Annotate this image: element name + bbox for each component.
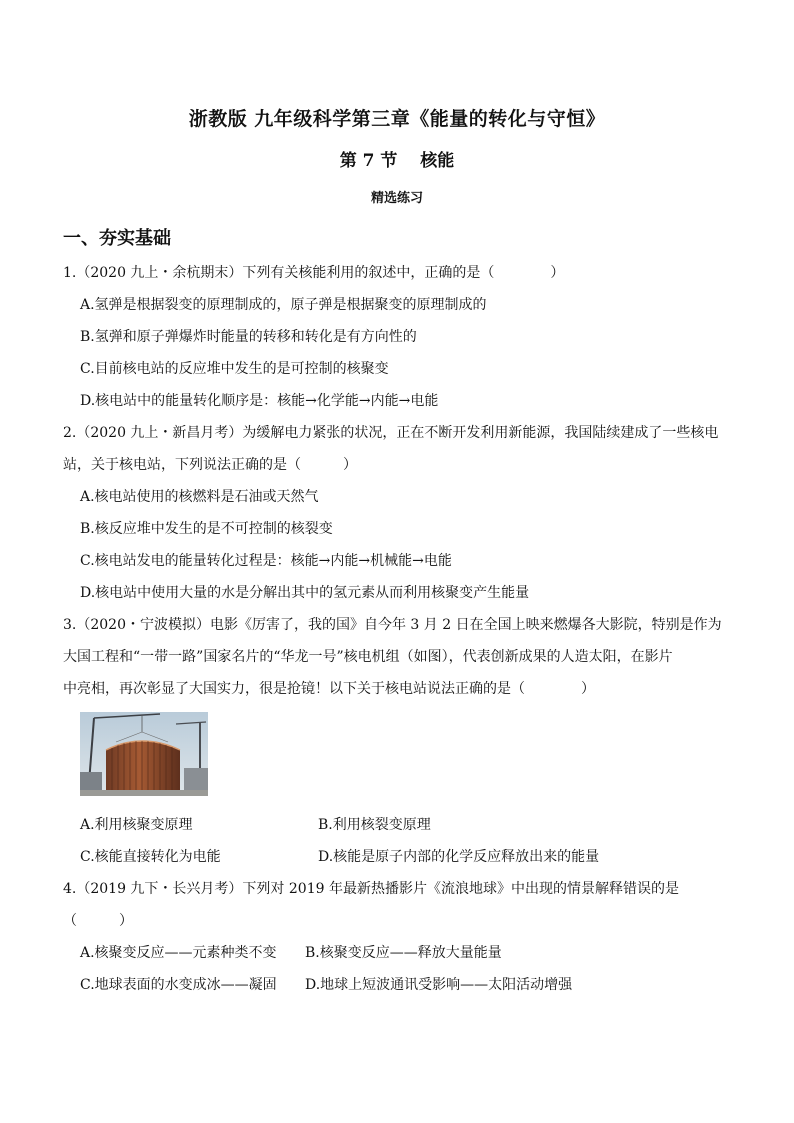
q2-option-b: B.核反应堆中发生的是不可控制的核裂变 [80,521,333,537]
q3-option-c: C.核能直接转化为电能 [80,849,221,865]
nuclear-plant-image [80,712,208,796]
q3-option-d: D.核能是原子内部的化学反应释放出来的能量 [318,849,600,865]
q3-stem-line1: 3.（2020・宁波模拟）电影《厉害了，我的国》自今年 3 月 2 日在全国上映来燃爆各大影院，特别是作为 [63,617,722,633]
document-title: 浙教版 九年级科学第三章《能量的转化与守恒》 [188,108,606,130]
q1-stem: 1.（2020 九上・余杭期末）下列有关核能利用的叙述中，正确的是（ ） [63,265,565,281]
q2-stem-line1: 2.（2020 九上・新昌月考）为缓解电力紧张的状况，正在不断开发利用新能源，我国陆续建成了一些核电 [63,425,719,441]
q3-stem-line3: 中亮相，再次彰显了大国实力，很是抢镜！以下关于核电站说法正确的是（ ） [63,681,595,697]
q4-option-a: A.核聚变反应——元素种类不变 [80,945,277,961]
q2-option-d: D.核电站中使用大量的水是分解出其中的氢元素从而利用核聚变产生能量 [80,585,530,601]
q1-option-a: A.氢弹是根据裂变的原理制成的，原子弹是根据聚变的原理制成的 [80,297,487,313]
q4-stem-line1: 4.（2019 九下・长兴月考）下列对 2019 年最新热播影片《流浪地球》中出现的情景解释错误的是 [63,881,679,897]
nuclear-plant-photo [80,712,208,796]
section-title: 第 7 节 核能 [339,151,455,171]
q1-option-c: C.目前核电站的反应堆中发生的是可控制的核聚变 [80,361,389,377]
q4-option-b: B.核聚变反应——释放大量能量 [305,945,502,961]
q3-stem-line2: 大国工程和“一带一路”国家名片的“华龙一号”核电机组（如图），代表创新成果的人造太阳，在影片 [63,649,673,665]
q2-option-c: C.核电站发电的能量转化过程是：核能→内能→机械能→电能 [80,553,452,569]
exercise-tag: 精选练习 [370,191,423,206]
q3-option-b: B.利用核裂变原理 [318,817,431,833]
q1-option-d: D.核电站中的能量转化顺序是：核能→化学能→内能→电能 [80,393,439,409]
q4-option-d: D.地球上短波通讯受影响——太阳活动增强 [305,977,573,993]
part-heading: 一、夯实基础 [63,228,171,249]
q2-stem-line2: 站，关于核电站，下列说法正确的是（ ） [63,457,357,473]
q3-option-a: A.利用核聚变原理 [80,817,193,833]
q1-option-b: B.氢弹和原子弹爆炸时能量的转移和转化是有方向性的 [80,329,417,345]
q4-stem-line2: （ ） [63,913,133,929]
q4-option-c: C.地球表面的水变成冰——凝固 [80,977,277,993]
q2-option-a: A.核电站使用的核燃料是石油或天然气 [80,489,319,505]
